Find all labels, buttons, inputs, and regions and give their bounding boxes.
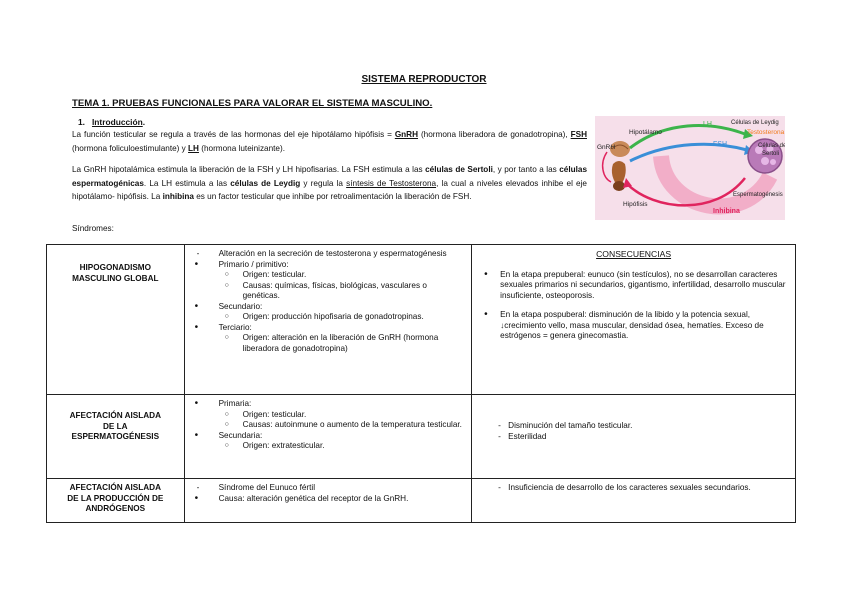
label-lh: LH xyxy=(703,121,712,128)
text-run: , la cual a niveles elevados inhibe el eje hipotálamo- hipófisis. La xyxy=(72,178,587,201)
syndrome-description-list xyxy=(191,249,466,354)
syndrome-description-cell xyxy=(184,479,472,523)
term-fsh: FSH xyxy=(570,130,587,139)
term-espermatogenicas: células espermatogénicas xyxy=(72,165,587,188)
syndrome-description-list xyxy=(191,399,466,452)
text-run: (hormona luteinizante). xyxy=(198,143,285,153)
sindromes-table xyxy=(46,244,796,523)
term-sertoli: células de Sertoli xyxy=(425,165,493,174)
syndrome-name: HIPOGONADISMO xyxy=(79,263,151,272)
list-item: ○ Origen: testicular. xyxy=(191,410,466,421)
list-item: • Secundaria: xyxy=(191,431,466,442)
table-row xyxy=(47,395,796,479)
text-run: . La LH estimula a las xyxy=(143,178,231,188)
label-fsh: FSH xyxy=(713,141,727,148)
label-sertoli-1: Células de xyxy=(758,143,785,149)
list-item: ○ Causas: químicas, físicas, biológicas, vasculares o genéticas. xyxy=(191,281,466,302)
term-inhibina: inhibina xyxy=(162,192,194,201)
subsection-dot: . xyxy=(142,117,146,127)
list-item: - Alteración en la secreción de testosterona y espermatogénesis xyxy=(191,249,466,260)
list-item: • Primaria: xyxy=(191,399,466,410)
syndrome-name-cell xyxy=(47,245,185,395)
list-item: - Disminución del tamaño testicular. xyxy=(478,421,789,432)
document-title: SISTEMA REPRODUCTOR xyxy=(361,74,487,85)
text-run: y regula la xyxy=(300,178,347,188)
syndrome-name: DE LA PRODUCCIÓN DE xyxy=(67,493,164,503)
subsection-number: 1. xyxy=(78,117,85,127)
label-gnrh: GnRH xyxy=(597,144,616,151)
text-run: (hormona liberadora de gonadotropina), xyxy=(418,130,571,139)
syndrome-name: DE LA xyxy=(103,421,128,431)
hormone-axis-diagram xyxy=(595,116,785,220)
syndrome-name: AFECTACIÓN AISLADA xyxy=(69,483,161,492)
table-row xyxy=(47,245,796,395)
syndrome-consequences-cell xyxy=(472,245,796,395)
term-lh: LH xyxy=(188,143,199,153)
list-item: • Terciario: xyxy=(191,323,466,334)
section-heading: TEMA 1. PRUEBAS FUNCIONALES PARA VALORAR EL SISTEMA MASCULINO. xyxy=(72,98,433,109)
list-item: ○ Origen: extratesticular. xyxy=(191,441,466,452)
list-item: • En la etapa prepuberal: eunuco (sin testículos), no se desarrollan caracteres sexuales primarios ni secundarios, gigantismo, infertilidad, desarrollo muscular insuficiente, osteoporosis. xyxy=(478,270,789,302)
list-item: • Causa: alteración genética del receptor de la GnRH. xyxy=(191,494,466,505)
table-row xyxy=(47,479,796,523)
label-espermatogenesis: Espermatogénesis xyxy=(733,192,783,198)
hormone-axis-figure xyxy=(595,116,785,220)
subsection-label: Introducción xyxy=(91,117,143,127)
consequences-list xyxy=(478,483,789,494)
list-item: • Secundario: xyxy=(191,302,466,313)
syndrome-name: ESPERMATOGÉNESIS xyxy=(71,432,160,441)
term-gnrh: GnRH xyxy=(394,130,419,139)
list-item: - Esterilidad xyxy=(478,432,789,443)
syndrome-consequences-cell xyxy=(472,395,796,479)
syndrome-name: MASCULINO GLOBAL xyxy=(72,273,159,283)
syndrome-name-cell xyxy=(47,395,185,479)
list-item: ○ Origen: testicular. xyxy=(191,270,466,281)
list-item: ○ Origen: alteración en la liberación de GnRH (hormona liberadora de gonadotropina) xyxy=(191,333,466,354)
syndrome-consequences-cell xyxy=(472,479,796,523)
label-leydig: Células de Leydig xyxy=(731,120,779,126)
text-run: es un factor testicular que inhibe por retroalimentación la liberación de FSH. xyxy=(193,192,472,201)
list-item: - Síndrome del Eunuco fértil xyxy=(191,483,466,494)
list-item: ○ Causas: autoinmune o aumento de la temperatura testicular. xyxy=(191,420,466,431)
text-run: La GnRH hipotalámica estimula la liberación de la FSH y LH hipofisarias. La FSH estimula a las xyxy=(72,165,426,174)
consequences-list xyxy=(478,421,789,442)
subsection-heading xyxy=(78,117,145,127)
label-sertoli-2: Sertoli xyxy=(762,151,780,157)
consequences-list xyxy=(478,270,789,342)
syndrome-name: AFECTACIÓN AISLADA xyxy=(69,411,161,420)
syndrome-description-cell xyxy=(184,245,472,395)
consequences-header: CONSECUENCIAS xyxy=(596,249,672,259)
label-inhibina: Inhibina xyxy=(713,208,740,215)
list-spacer xyxy=(478,301,789,310)
intro-paragraph-1 xyxy=(72,128,587,155)
list-item: - Insuficiencia de desarrollo de los caracteres sexuales secundarios. xyxy=(478,483,789,494)
text-run: (hormona foliculoestimulante) y xyxy=(72,143,189,153)
list-item: ○ Origen: producción hipofisaria de gonadotropinas. xyxy=(191,312,466,323)
syndrome-description-list xyxy=(191,483,466,504)
intro-paragraph-2 xyxy=(72,163,587,204)
list-item: • En la etapa pospuberal: disminución de la libido y la potencia sexual, ↓crecimiento vello, masa muscular, densidad ósea, hematíes. Exceso de estrógenos = genera ginecomastia. xyxy=(478,310,789,342)
text-run: La función testicular se regula a través de las hormonas del eje hipotálamo hipófisis = xyxy=(72,130,395,139)
term-sintesis-testosterona: síntesis de Testosterona xyxy=(346,178,437,188)
sindromes-label: Síndromes: xyxy=(72,224,114,233)
syndrome-name: ANDRÓGENOS xyxy=(85,504,146,513)
syndrome-description-cell xyxy=(184,395,472,479)
text-run: , y por tanto a las xyxy=(492,165,560,174)
syndrome-name-cell xyxy=(47,479,185,523)
label-hipofisis: Hipófisis xyxy=(623,201,648,208)
term-leydig: células de Leydig xyxy=(230,178,301,188)
label-hipotalamo: Hipotálamo xyxy=(629,129,662,136)
label-testosterona: Testosterona xyxy=(747,129,785,136)
list-item: • Primario / primitivo: xyxy=(191,260,466,271)
